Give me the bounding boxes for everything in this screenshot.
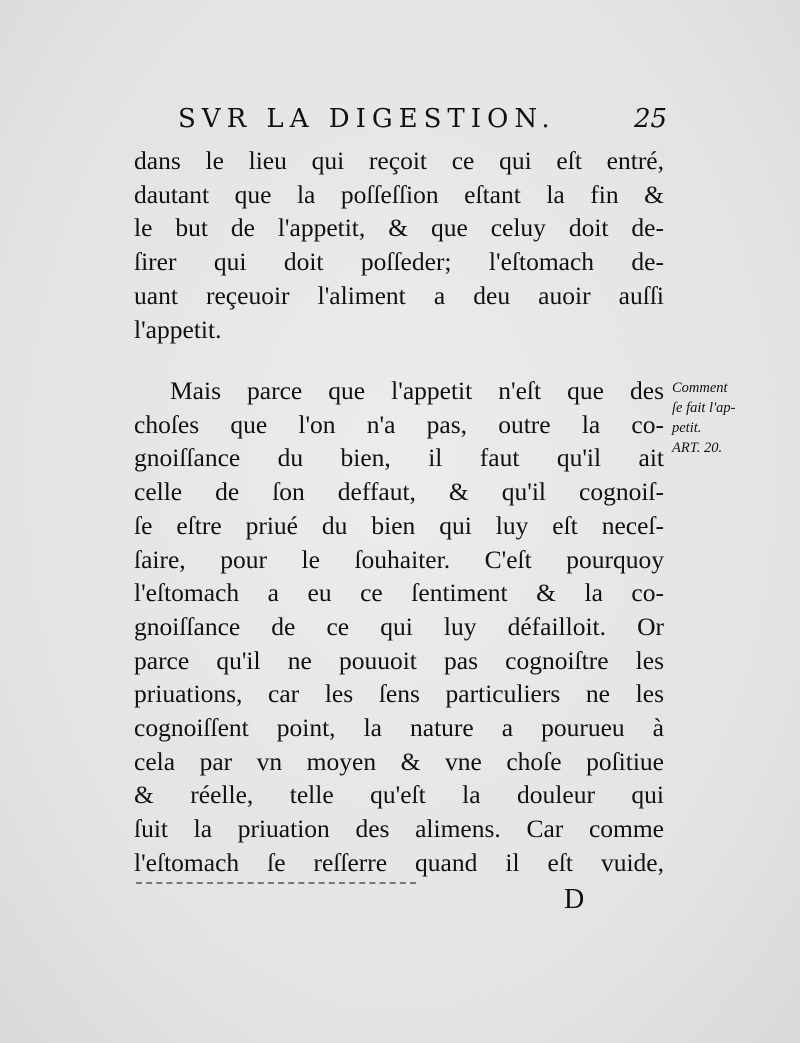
margin-note-line: Comment <box>672 380 728 396</box>
underline-rule <box>136 882 416 884</box>
margin-note-line: ſe fait l'ap- <box>672 400 736 416</box>
paragraph-1 <box>134 144 664 346</box>
text-line: le but de l'appetit, & que celuy doit de- <box>134 213 664 243</box>
text-line: gnoiſſance de ce qui luy défailloit. Or <box>134 611 664 641</box>
text-line: Mais parce que l'appetit n'eſt que des <box>170 376 664 405</box>
signature-mark: D <box>564 884 585 915</box>
text-line: ſirer qui doit poſſeder; l'eſtomach de- <box>134 247 664 277</box>
text-line: dautant que la poſſeſſion eſtant la fin & <box>134 179 664 209</box>
text-line: cognoiſſent point, la nature a pourueu à <box>134 713 664 743</box>
text-line: choſes que l'on n'a pas, outre la co- <box>134 409 664 439</box>
text-line: l'eſtomach a eu ce ſentiment & la co- <box>134 578 664 608</box>
page-number: 25 <box>634 104 668 134</box>
text-line: ſaire, pour le ſouhaiter. C'eſt pourquoy <box>134 544 664 574</box>
text-line: celle de ſon deffaut, & qu'il cognoiſ- <box>134 477 664 507</box>
text-line: l'appetit. <box>134 314 222 344</box>
text-line: & réelle, telle qu'eſt la douleur qui <box>134 780 664 810</box>
margin-note-line: ART. 20. <box>672 440 723 456</box>
text-line: ſe eſtre priué du bien qui luy eſt neceſ- <box>134 510 664 540</box>
text-line: ſuit la priuation des alimens. Car comme <box>134 814 664 844</box>
text-line: parce qu'il ne pouuoit pas cognoiſtre les <box>134 645 664 675</box>
text-line: dans le lieu qui reçoit ce qui eſt entré, <box>134 146 664 175</box>
paragraph-2 <box>134 374 664 880</box>
text-line: uant reçeuoir l'aliment a deu auoir auſſi <box>134 280 664 310</box>
text-line: l'eſtomach ſe reſſerre quand il eſt vuide, <box>134 847 664 877</box>
running-head: SVR LA DIGESTION. <box>178 104 556 134</box>
text-line: gnoiſſance du bien, il faut qu'il ait <box>134 443 664 473</box>
margin-note-line: petit. <box>672 420 702 436</box>
text-line: cela par vn moyen & vne choſe poſitiue <box>134 746 664 776</box>
text-line: priuations, car les ſens particuliers ne les <box>134 679 664 709</box>
margin-note <box>672 378 797 458</box>
